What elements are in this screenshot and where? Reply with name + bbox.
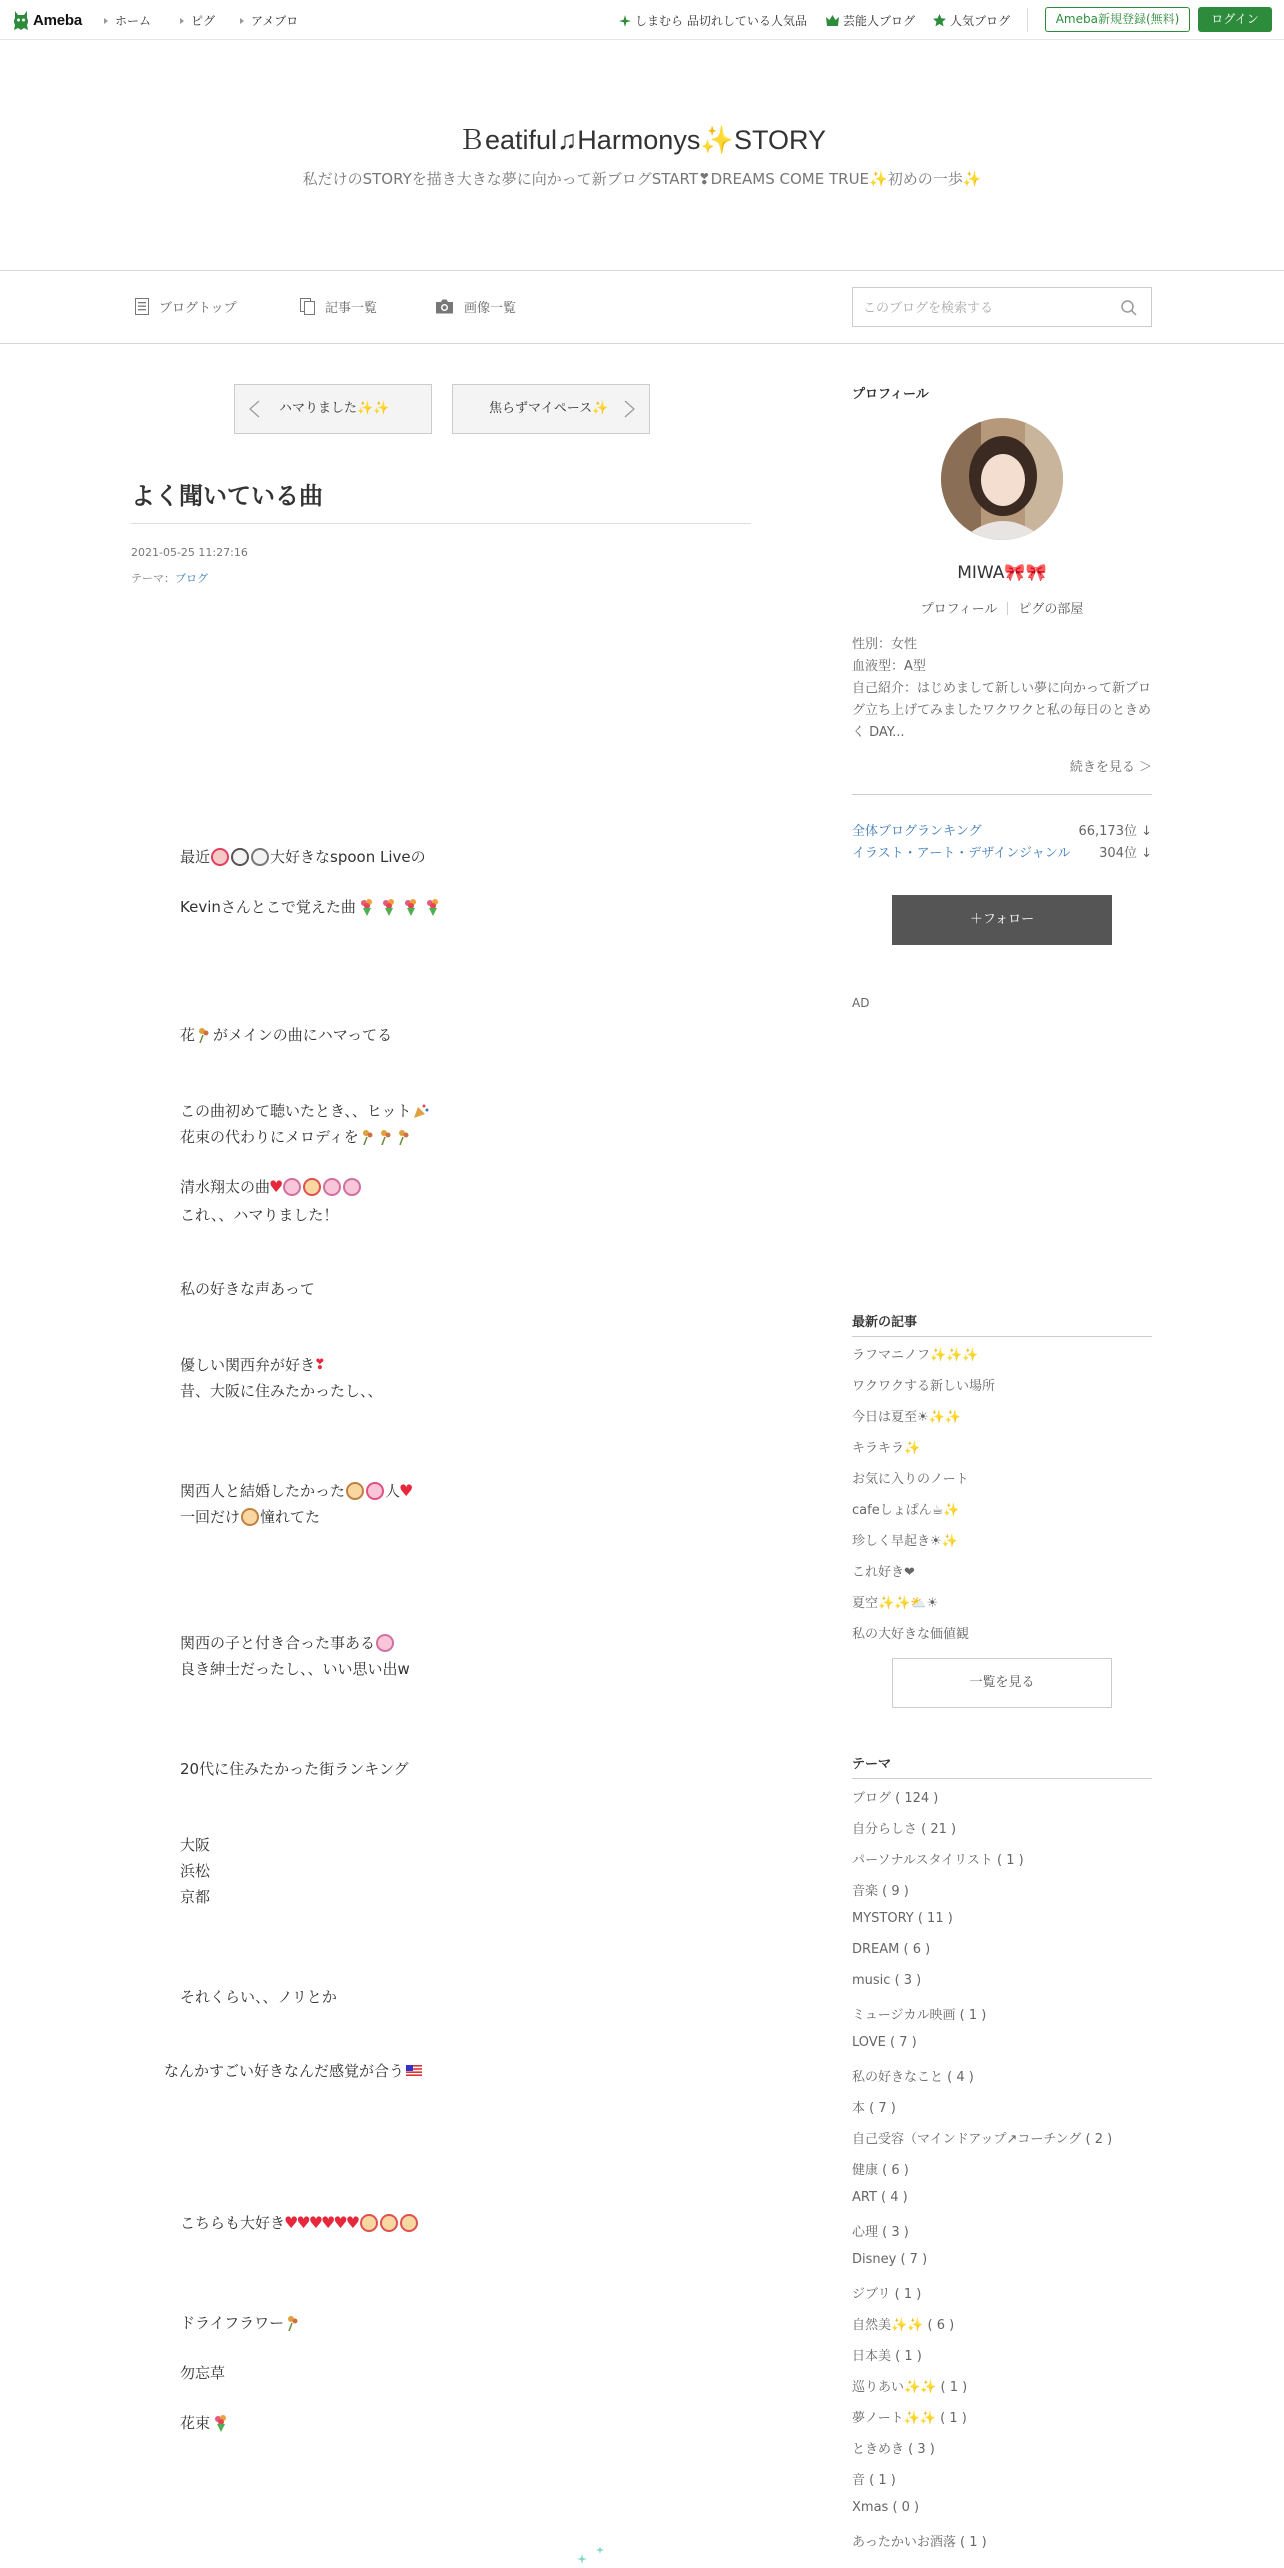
theme-link[interactable]: ART ( 4 )	[852, 2190, 908, 2205]
bouquet-icon	[212, 2414, 230, 2432]
chevron-left-icon	[247, 400, 261, 418]
latest-article-link[interactable]: これ好き❤	[852, 1565, 915, 1580]
article-list-link[interactable]: 記事一覧	[300, 297, 377, 316]
blog-search-input[interactable]	[863, 297, 1103, 319]
triangle-right-icon	[240, 18, 244, 24]
heart-icon: ♥	[269, 1177, 284, 1196]
article-date: 2021-05-25 11:27:16	[131, 546, 248, 559]
body-line: 花束の代わりにメロディを	[180, 1126, 413, 1147]
theme-link[interactable]: 自然美✨✨ ( 6 )	[852, 2318, 955, 2333]
theme-link[interactable]: 音楽 ( 9 )	[852, 1884, 909, 1899]
login-button[interactable]: ログイン	[1198, 7, 1272, 32]
profile-links	[852, 598, 1152, 617]
body-line: 昔、大阪に住みたかったし、、	[180, 1382, 383, 1400]
party-popper-icon	[413, 1103, 429, 1119]
overall-ranking-link[interactable]: 全体ブログランキング	[852, 824, 982, 839]
image-list-link[interactable]: 画像一覧	[435, 297, 516, 316]
dried-flower-icon	[286, 2315, 300, 2331]
blog-top-link[interactable]: ブログトップ	[135, 297, 237, 316]
search-icon[interactable]	[1121, 300, 1137, 316]
latest-article-link[interactable]: キラキラ✨	[852, 1441, 921, 1456]
register-button[interactable]: Ameba新規登録(無料)	[1045, 7, 1190, 32]
ameba-logo-text: Ameba	[33, 11, 83, 29]
theme-link[interactable]: 日本美 ( 1 )	[852, 2349, 922, 2364]
theme-link[interactable]: 本 ( 7 )	[852, 2101, 896, 2116]
overall-ranking	[852, 820, 1152, 839]
theme-link[interactable]: 心理 ( 3 )	[852, 2225, 909, 2240]
next-article-button[interactable]: 焦らずマイペース✨	[452, 384, 650, 434]
theme-link[interactable]: 音 ( 1 )	[852, 2473, 896, 2488]
heart-eyes-emoji-icon	[360, 2214, 378, 2232]
nav-home-link[interactable]: ホーム	[104, 12, 151, 29]
theme-link[interactable]: パーソナルスタイリスト ( 1 )	[852, 1853, 1024, 1868]
theme-link[interactable]: LOVE ( 7 )	[852, 2035, 917, 2050]
us-flag-icon	[406, 2065, 422, 2076]
heart-icon: ♥	[284, 2213, 299, 2232]
body-line: 勿忘草	[180, 2364, 226, 2382]
sunglasses-emoji-icon	[231, 848, 249, 866]
dried-flower-icon	[397, 1129, 411, 1145]
ameba-mascot-icon	[12, 9, 30, 31]
body-line: 一回だけ 憧れてた	[180, 1508, 321, 1526]
body-line: これ、、ハマりました！	[180, 1206, 339, 1224]
body-line: この曲初めて聴いたとき、、ヒット	[180, 1100, 431, 1121]
profile-avatar[interactable]	[941, 418, 1063, 540]
body-line: 私の好きな声あって	[180, 1280, 315, 1298]
body-line: 花 がメインの曲にハマってる	[180, 1026, 393, 1044]
profile-name[interactable]: MIWA🎀🎀	[957, 563, 1047, 583]
profile-link[interactable]: プロフィール	[920, 602, 998, 617]
latest-article-link[interactable]: cafeしょぱん☕✨	[852, 1503, 960, 1518]
ameba-logo[interactable]	[12, 9, 82, 31]
divider	[852, 1336, 1152, 1337]
theme-link[interactable]: ジブリ ( 1 )	[852, 2287, 922, 2302]
heart-icon: ♥	[296, 2213, 311, 2232]
divider	[852, 794, 1152, 795]
profile-intro: 自己紹介：はじめまして新しい夢に向かって新ブログ立ち上げてみましたワクワクと私の毎日のときめく DAY...	[852, 681, 1152, 740]
theme-link[interactable]: DREAM ( 6 )	[852, 1942, 931, 1957]
latest-articles-heading: 最新の記事	[852, 1315, 918, 1330]
overall-ranking-value: 66,173位 ↓	[1078, 824, 1152, 839]
love-emoji-icon	[366, 1482, 384, 1500]
themes-heading: テーマ	[852, 1757, 892, 1772]
article-theme: テーマ：ブログ	[131, 572, 208, 585]
divider	[1027, 8, 1028, 32]
smile-emoji-icon	[251, 848, 269, 866]
laughing-emoji-icon	[346, 1482, 364, 1500]
theme-link[interactable]: ブログ ( 124 )	[852, 1791, 939, 1806]
latest-article-link[interactable]: 私の大好きな価値観	[852, 1627, 970, 1642]
heart-icon: ♥	[399, 1481, 414, 1500]
blog-search	[852, 287, 1152, 327]
pig-face-icon	[283, 1178, 301, 1196]
theme-link[interactable]: ときめき ( 3 )	[852, 2442, 935, 2457]
blog-title[interactable]: Ｂeatiful♫Harmonys✨STORY	[458, 125, 826, 155]
genre-ranking-link[interactable]: イラスト・アート・デザインジャンル	[852, 846, 1071, 861]
theme-link[interactable]: ミュージカル映画 ( 1 )	[852, 2008, 987, 2023]
profile-more-link[interactable]: 続きを見る ＞	[1069, 760, 1152, 775]
bouquet-icon	[380, 898, 398, 916]
body-line: それくらい、、ノリとか	[180, 1988, 337, 2006]
body-line: 京都	[180, 1888, 211, 1906]
latest-article-link[interactable]: 珍しく早起き☀✨	[852, 1534, 958, 1549]
theme-link[interactable]: Disney ( 7 )	[852, 2252, 928, 2267]
article-title: よく聞いている曲	[131, 482, 323, 510]
heart-eyes-emoji-icon	[400, 2214, 418, 2232]
blog-description: 私だけのSTORYを描き大きな夢に向かって新ブログSTART❣DREAMS COME TRUE✨初めの一歩✨	[302, 170, 982, 188]
genre-ranking-value: 304位 ↓	[1099, 846, 1152, 861]
pig-face-icon	[376, 1634, 394, 1652]
profile-heading: プロフィール	[852, 387, 929, 402]
heart-eyes-emoji-icon	[303, 1178, 321, 1196]
theme-link[interactable]: MYSTORY ( 11 )	[852, 1911, 953, 1926]
prev-article-button[interactable]: ハマりました✨✨	[234, 384, 432, 434]
pig-face-icon	[323, 1178, 341, 1196]
body-line: なんかすごい好きなんだ感覚が合う	[164, 2060, 422, 2081]
theme-link[interactable]: 健康 ( 6 )	[852, 2163, 909, 2178]
body-line: 清水翔太の曲 ♥	[180, 1176, 362, 1197]
ad-label: AD	[852, 996, 870, 1010]
body-line: 関西人と結婚したかった 人 ♥	[180, 1481, 414, 1500]
heart-icon: ♥	[308, 2213, 324, 2232]
dried-flower-icon	[379, 1129, 393, 1145]
exclamation-heart-icon: ❣	[314, 1356, 326, 1373]
dried-flower-icon	[361, 1129, 375, 1145]
document-icon	[135, 298, 149, 315]
trending-link[interactable]: しまむら 品切れしている人気品	[619, 12, 807, 29]
triangle-right-icon	[104, 18, 108, 24]
copy-icon	[300, 298, 315, 315]
pig-face-icon	[343, 1178, 361, 1196]
latest-article-link[interactable]: 夏空✨✨⛅☀	[852, 1596, 939, 1611]
body-line: Kevinさんとこで覚えた曲	[180, 896, 444, 917]
chevron-right-icon	[623, 400, 637, 418]
nav-ameblo-link[interactable]: アメブロ	[240, 12, 298, 29]
article-theme-link[interactable]: ブログ	[175, 572, 208, 585]
triangle-right-icon	[180, 18, 184, 24]
body-line: 関西の子と付き合った事ある	[180, 1632, 395, 1653]
bouquet-icon	[402, 898, 420, 916]
latest-article-link[interactable]: 今日は夏至☀✨✨	[852, 1410, 962, 1425]
body-line: 大阪	[180, 1836, 211, 1854]
latest-article-link[interactable]: お気に入りのノート	[852, 1472, 969, 1487]
camera-icon	[435, 299, 454, 314]
popular-blog-link[interactable]: 人気ブログ	[933, 12, 1010, 29]
body-line: 良き紳士だったし、、いい思い出w	[180, 1660, 410, 1678]
theme-link[interactable]: 私の好きなこと ( 4 )	[852, 2070, 974, 2085]
nav-pig-link[interactable]: ピグ	[180, 12, 215, 29]
bouquet-icon	[424, 898, 442, 916]
pig-room-link[interactable]: ピグの部屋	[1018, 602, 1084, 617]
genre-ranking	[852, 842, 1152, 861]
theme-link[interactable]: 自分らしさ ( 21 )	[852, 1822, 957, 1837]
body-line: 最近 大好きなspoon Liveの	[180, 848, 426, 866]
heart-eyes-emoji-icon	[380, 2214, 398, 2232]
body-line: ドライフラワー	[180, 2312, 302, 2333]
body-line: 浜松	[180, 1862, 211, 1880]
crown-icon	[826, 15, 839, 26]
theme-link[interactable]: 巡りあい✨✨ ( 1 )	[852, 2380, 968, 2395]
latest-article-link[interactable]: ワクワクする新しい場所	[852, 1379, 996, 1394]
theme-link[interactable]: 夢ノート✨✨ ( 1 )	[852, 2411, 967, 2426]
theme-link[interactable]: music ( 3 )	[852, 1973, 922, 1988]
profile-gender: 性別：女性	[852, 637, 918, 652]
heart-icon: ♥	[333, 2213, 348, 2232]
sparkle-decoration-icon	[570, 2546, 610, 2568]
profile-photo	[941, 418, 1063, 540]
heart-icon: ♥	[345, 2213, 361, 2232]
blushing-emoji-icon	[241, 1508, 259, 1526]
bouquet-icon	[358, 898, 376, 916]
view-all-articles-button[interactable]: 一覧を見る	[892, 1658, 1112, 1708]
profile-blood-type: 血液型：A型	[852, 659, 926, 674]
body-line: こちらも大好き ♥ ♥ ♥ ♥ ♥ ♥	[180, 2212, 419, 2233]
sparkle-icon	[619, 15, 631, 27]
body-line: 20代に住みたかった街ランキング	[180, 1760, 409, 1778]
follow-button[interactable]: ＋フォロー	[892, 895, 1112, 945]
celebrity-blog-link[interactable]: 芸能人ブログ	[826, 12, 915, 29]
heart-icon: ♥	[321, 2213, 336, 2232]
body-line: 花束	[180, 2412, 232, 2433]
divider	[1007, 602, 1008, 615]
global-header	[0, 0, 1284, 40]
body-line: 優しい関西弁が好き ❣	[180, 1356, 326, 1374]
blog-nav	[0, 270, 1284, 344]
theme-link[interactable]: 自己受容（マインドアップ↗コーチング ( 2 )	[852, 2132, 1113, 2147]
star-icon	[933, 14, 946, 27]
divider	[852, 1778, 1152, 1779]
theme-link[interactable]: Xmas ( 0 )	[852, 2500, 920, 2515]
heart-eyes-emoji-icon	[211, 848, 229, 866]
theme-link[interactable]: あったかいお酒落 ( 1 )	[852, 2535, 987, 2550]
divider	[131, 523, 751, 524]
latest-article-link[interactable]: ラフマニノフ✨✨✨	[852, 1348, 979, 1363]
dried-flower-icon	[197, 1027, 211, 1043]
